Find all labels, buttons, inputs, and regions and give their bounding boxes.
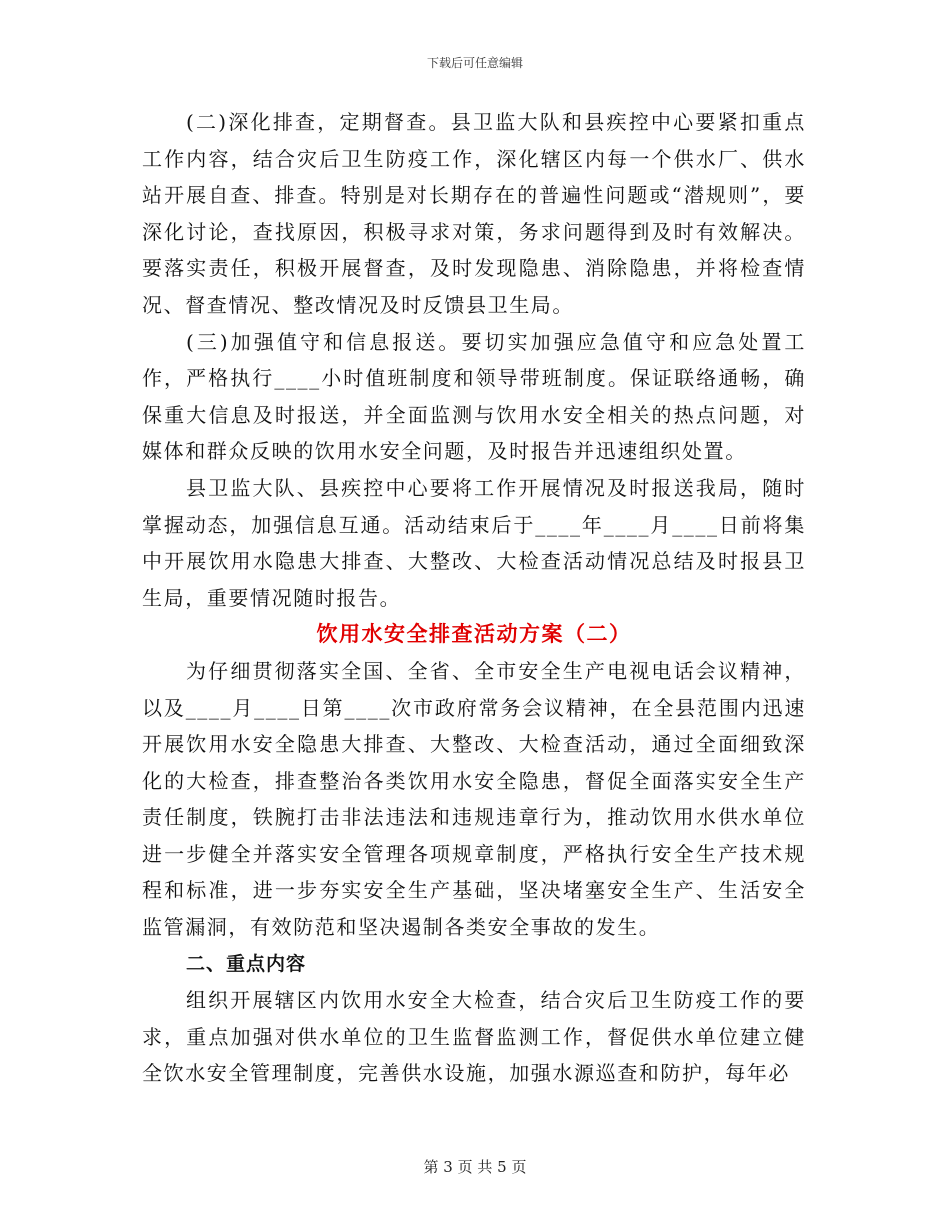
- paragraph-key-content: 组织开展辖区内饮用水安全大检查，结合灾后卫生防疫工作的要求，重点加强对供水单位的卫生监督监测工作，督促供水单位建立健全饮水安全管理制度，完善供水设施，加强水源巡查和防护，每年必: [142, 988, 806, 1086]
- page-number: 第 3 页 共 5 页: [423, 1158, 527, 1176]
- paragraph-deepen-inspection: (二)深化排查，定期督查。县卫监大队和县疾控中心要紧扣重点工作内容，结合灾后卫生防疫工作，深化辖区内每一个供水厂、供水站开展自查、排查。特别是对长期存在的普遍性问题或“潜规则”，要深化讨论，查找原因，积极寻求对策，务求问题得到及时有效解决。要落实责任，积极开展督查，及时发现隐患、消除隐患，并将检查情况、督查情况、整改情况及时反馈县卫生局。: [142, 110, 806, 317]
- paragraph-report-summary: 县卫监大队、县疾控中心要将工作开展情况及时报送我局，随时掌握动态，加强信息互通。活动结束后于____年____月____日前将集中开展饮用水隐患大排查、大整改、大检查活动情况总结及时报县卫生局，重要情况随时报告。: [142, 475, 806, 610]
- section-title: 饮用水安全排查活动方案（二）: [316, 622, 632, 647]
- paragraph-duty-reporting: (三)加强值守和信息报送。要切实加强应急值守和应急处置工作，严格执行____小时值班制度和领导带班制度。保证联络通畅，确保重大信息及时报送，并全面监测与饮用水安全相关的热点问题，对媒体和群众反映的饮用水安全问题，及时报告并迅速组织处置。: [142, 329, 806, 464]
- page-header-note: 下载后可任意编辑: [426, 56, 523, 70]
- subheading-key-content: 二、重点内容: [186, 952, 307, 975]
- paragraph-purpose: 为仔细贯彻落实全国、全省、全市安全生产电视电话会议精神，以及____月____日第____次市政府常务会议精神，在全县范围内迅速开展饮用水安全隐患大排查、大整改、大检查活动，通过全面细致深化的大检查，排查整治各类饮用水安全隐患，督促全面落实安全生产责任制度，铁腕打击非法违法和违规违章行为，推动饮用水供水单位进一步健全并落实安全管理各项规章制度，严格执行安全生产技术规程和标准，进一步夯实安全生产基础，坚决堵塞安全生产、生活安全监管漏洞，有效防范和坚决遏制各类安全事故的发生。: [142, 658, 806, 940]
- document-body: [142, 104, 806, 1092]
